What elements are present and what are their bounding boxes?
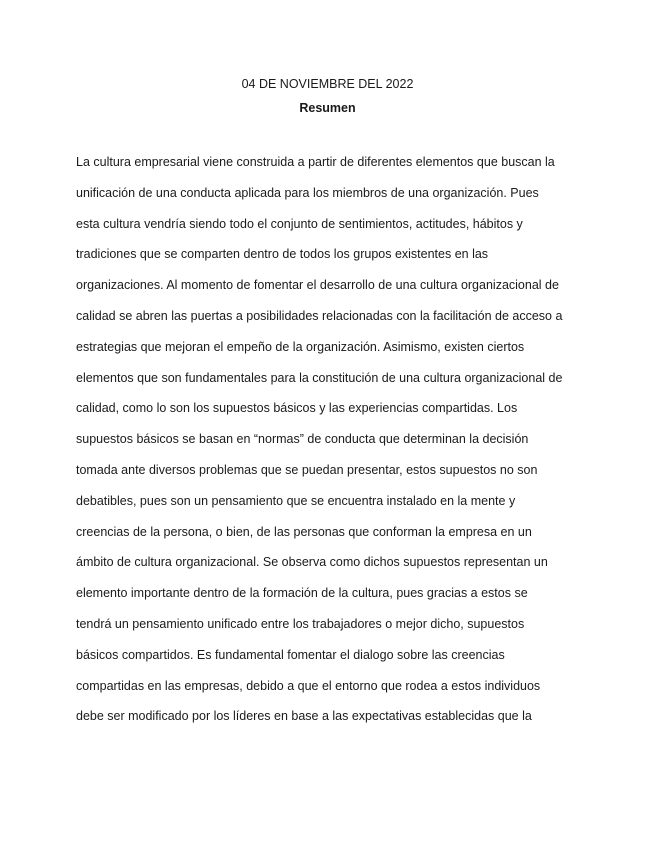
body-line-6: calidad se abren las puertas a posibilidades relacionadas con la facilitación de acceso a xyxy=(76,308,563,323)
body-line-2: unificación de una conducta aplicada para los miembros de una organización. Pues xyxy=(76,185,539,200)
body-line-10: supuestos básicos se basan en “normas” de conducta que determinan la decisión xyxy=(76,432,529,447)
document-title: Resumen xyxy=(299,101,356,115)
body-line-8: elementos que son fundamentales para la constitución de una cultura organizacional de xyxy=(76,370,563,385)
body-line-7: estrategias que mejoran el empeño de la organización. Asimismo, existen ciertos xyxy=(76,339,525,354)
body-line-12: debatibles, pues son un pensamiento que se encuentra instalado en la mente y xyxy=(76,493,516,508)
body-line-13: creencias de la persona, o bien, de las personas que conforman la empresa en un xyxy=(76,524,532,539)
body-line-15: elemento importante dentro de la formación de la cultura, pues gracias a estos se xyxy=(76,586,528,601)
body-line-19: debe ser modificado por los líderes en base a las expectativas establecidas que la xyxy=(76,709,532,724)
body-line-18: compartidas en las empresas, debido a que el entorno que rodea a estos individuos xyxy=(76,678,541,693)
body-line-17: básicos compartidos. Es fundamental fomentar el dialogo sobre las creencias xyxy=(76,647,505,662)
body-line-11: tomada ante diversos problemas que se puedan presentar, estos supuestos no son xyxy=(76,462,538,477)
body-line-14: ámbito de cultura organizacional. Se observa como dichos supuestos representan un xyxy=(76,555,548,570)
document-date: 04 DE NOVIEMBRE DEL 2022 xyxy=(241,77,414,91)
document-body xyxy=(76,147,586,732)
body-line-16: tendrá un pensamiento unificado entre los trabajadores o mejor dicho, supuestos xyxy=(76,616,525,631)
body-line-3: esta cultura vendría siendo todo el conjunto de sentimientos, actitudes, hábitos y xyxy=(76,216,523,231)
body-line-1: La cultura empresarial viene construida a partir de diferentes elementos que buscan la xyxy=(76,155,555,169)
body-line-4: tradiciones que se comparten dentro de todos los grupos existentes en las xyxy=(76,247,489,262)
body-line-5: organizaciones. Al momento de fomentar el desarrollo de una cultura organizacional de xyxy=(76,278,559,293)
body-line-9: calidad, como lo son los supuestos básicos y las experiencias compartidas. Los xyxy=(76,401,518,416)
